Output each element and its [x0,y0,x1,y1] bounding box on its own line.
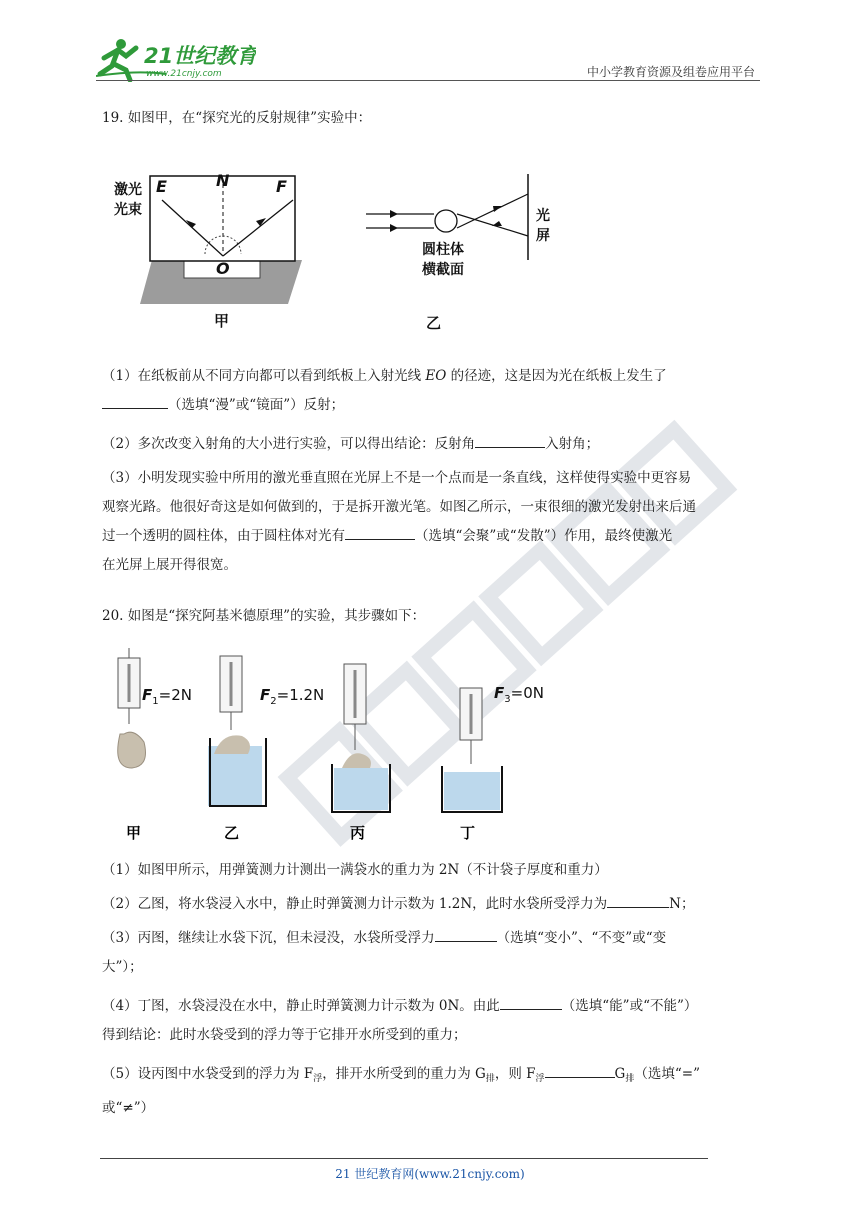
f3-label: $F_3=0N$ [494,684,544,705]
caption-ding-20: 丁 [460,824,476,842]
q20-blank5[interactable] [545,1063,615,1078]
q19-title: 19. 如图甲，在“探究光的反射规律”实验中： [102,110,372,126]
q20-blank2[interactable] [607,893,669,908]
q19-blank2[interactable] [475,433,545,448]
label-cylinder-1: 圆柱体 [422,242,464,258]
label-F: F [276,177,287,196]
q20-blank3[interactable] [435,927,497,942]
q20-figure [102,638,562,848]
q20-part1: （1）如图甲所示，用弹簧测力计测出一满袋水的重力为 2N（不计袋子厚度和重力） [102,862,608,878]
q20-title: 20. 如图是“探究阿基米德原理”的实验，其步骤如下： [102,608,426,624]
header-divider [96,80,760,81]
label-laser: 激光 [114,182,142,198]
q19-part3: （3）小明发现实验中所用的激光垂直照在光屏上不是一个点而是一条直线，这样使得实验中更容易 观察光路。他很好奇这是如何做到的，于是拆开激光笔。如图乙所示，一束很细的激光发射出来后通 过一个透明的圆柱体，由于圆柱体对光有 （选填“会聚”或“发散”）作用，最终使激光 在光屏上展开得很宽。 [102,470,696,573]
label-beam: 光束 [114,202,142,218]
label-E: E [156,177,167,196]
q19-blank3[interactable] [345,525,415,540]
q19-part1: （1）在纸板前从不同方向都可以看到纸板上入射光线 EO 的径迹，这是因为光在纸板上发生了 （选填“漫”或“镜面”）反射； [102,368,667,413]
q19-blank1[interactable] [102,394,168,409]
logo-url: www.21cnjy.com [146,69,222,79]
q20-part2: （2）乙图，将水袋浸入水中，静止时弹簧测力计示数为 1.2N，此时水袋所受浮力为 N； [102,890,762,919]
q19-figure-yi [362,168,592,333]
platform-name: 中小学教育资源及组卷应用平台 [586,65,755,79]
caption-yi: 乙 [426,314,442,332]
scale-jia [118,648,146,768]
f2-label: $F_2=1.2N$ [260,686,325,707]
caption-jia-20: 甲 [126,824,142,842]
q19-figure-jia [110,168,320,333]
f1-label: $F_1=2N$ [142,686,192,707]
caption-jia: 甲 [214,312,230,330]
q20-part4: （4）丁图，水袋浸没在水中，静止时弹簧测力计示数为 0N。由此 （选填“能”或“不能”） 得到结论：此时水袋受到的浮力等于它排开水所受到的重力； [102,992,762,1050]
logo-text: 21世纪教育 [144,44,256,68]
footer-text: 21 世纪教育网(www.21cnjy.com) [335,1167,525,1181]
label-N: N [216,171,230,190]
scale-yi [208,656,266,806]
footer-divider [100,1158,708,1159]
q20-part5: （5）设丙图中水袋受到的浮力为 $F_浮$，排开水所受到的重力为 $G_排$，则 $F_浮$ $G_排$（选填“=” 或“≠”） [102,1060,762,1123]
caption-bing-20: 丙 [350,824,366,842]
q20-part3: （3）丙图，继续让水袋下沉，但未浸没，水袋所受浮力 （选填“变小”、“不变”或“变 大”）； [102,924,762,982]
caption-yi-20: 乙 [224,824,240,842]
scale-ding [442,688,502,812]
q19-part2: （2）多次改变入射角的大小进行实验，可以得出结论：反射角 入射角； [102,430,762,459]
label-O: O [216,259,230,278]
scale-bing [332,664,390,812]
logo [96,36,256,82]
label-screen-2: 屏 [536,228,550,244]
label-screen-1: 光 [536,208,550,224]
logo-runner-icon [96,36,256,82]
label-cylinder-2: 横截面 [422,262,464,278]
q20-blank4[interactable] [500,995,562,1010]
